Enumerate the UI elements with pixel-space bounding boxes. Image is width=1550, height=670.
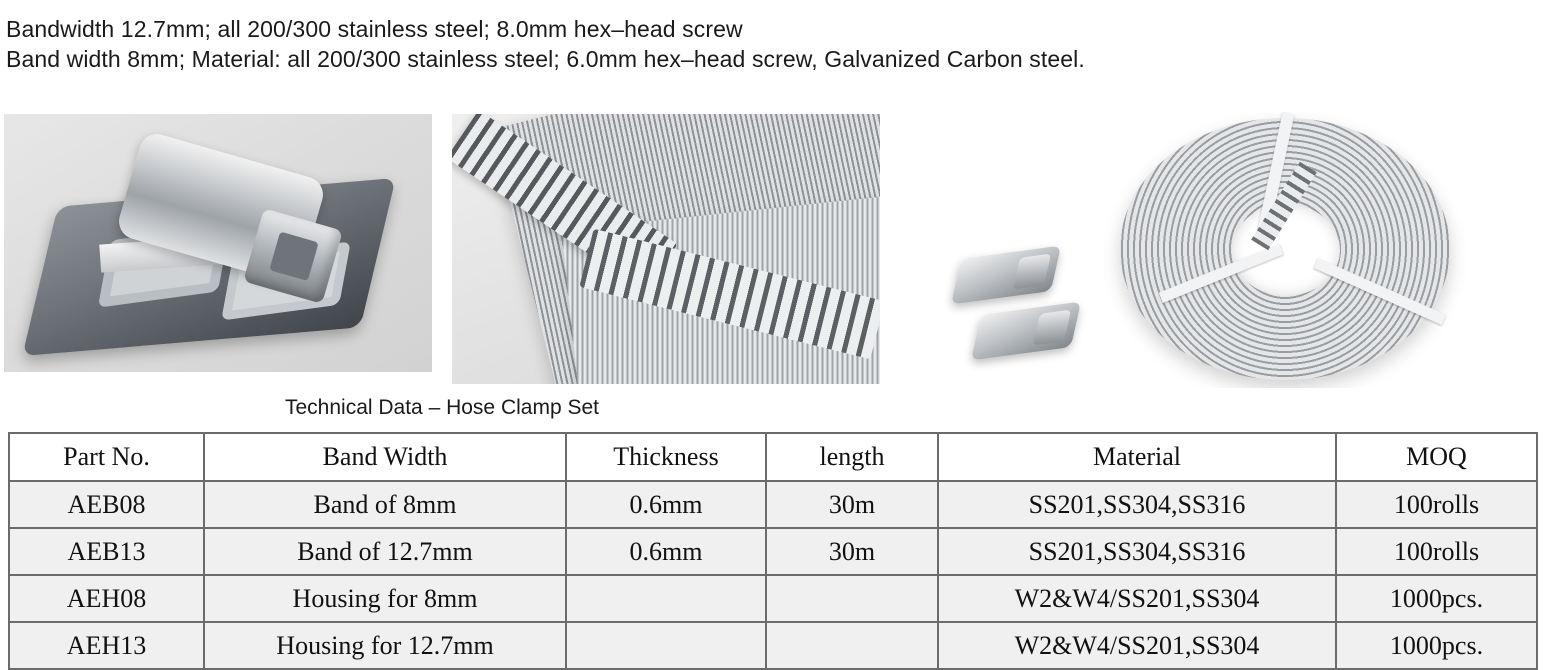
cell-thickness: 0.6mm (566, 528, 766, 575)
cell-thickness (566, 622, 766, 669)
description-line-2: Band width 8mm; Material: all 200/300 stainless steel; 6.0mm hex–head screw, Galvanized Carbon steel. (6, 46, 1085, 72)
table-header-row (9, 433, 1537, 481)
table-row (9, 622, 1537, 669)
cell-moq: 100rolls (1336, 481, 1537, 528)
column-header-moq: MOQ (1336, 433, 1537, 481)
cell-material: W2&W4/SS201,SS304 (938, 622, 1336, 669)
cell-thickness: 0.6mm (566, 481, 766, 528)
cell-length: 30m (766, 528, 938, 575)
banding-roll-with-clamps-photo (940, 112, 1540, 388)
cell-part-no: AEB13 (9, 528, 204, 575)
cell-length (766, 622, 938, 669)
cell-length (766, 575, 938, 622)
cell-part-no: AEB08 (9, 481, 204, 528)
product-description (6, 14, 1406, 74)
table-caption: Technical Data – Hose Clamp Set (285, 396, 599, 419)
cell-thickness (566, 575, 766, 622)
description-line-1: Bandwidth 12.7mm; all 200/300 stainless steel; 8.0mm hex–head screw (6, 16, 743, 42)
table-row (9, 528, 1537, 575)
clamp-housing-shape-2 (971, 302, 1081, 361)
column-header-thickness: Thickness (566, 433, 766, 481)
cell-length: 30m (766, 481, 938, 528)
cell-moq: 1000pcs. (1336, 622, 1537, 669)
cell-band-width: Housing for 8mm (204, 575, 566, 622)
banding-coil-closeup-photo (452, 114, 880, 384)
table-row (9, 481, 1537, 528)
cell-moq: 100rolls (1336, 528, 1537, 575)
clamp-housing-shape-1 (951, 246, 1061, 305)
column-header-band-width: Band Width (204, 433, 566, 481)
cell-band-width: Housing for 12.7mm (204, 622, 566, 669)
technical-data-table (8, 432, 1538, 670)
column-header-material: Material (938, 433, 1336, 481)
cell-material: W2&W4/SS201,SS304 (938, 575, 1336, 622)
cell-band-width: Band of 12.7mm (204, 528, 566, 575)
cell-band-width: Band of 8mm (204, 481, 566, 528)
roll-tie-strap-3 (1314, 258, 1446, 325)
cell-material: SS201,SS304,SS316 (938, 528, 1336, 575)
cell-part-no: AEH08 (9, 575, 204, 622)
column-header-length: length (766, 433, 938, 481)
product-image-strip (0, 112, 1550, 384)
cell-moq: 1000pcs. (1336, 575, 1537, 622)
column-header-part-no: Part No. (9, 433, 204, 481)
cell-material: SS201,SS304,SS316 (938, 481, 1336, 528)
table-row (9, 575, 1537, 622)
hose-clamp-housing-photo (4, 114, 432, 372)
cell-part-no: AEH13 (9, 622, 204, 669)
banding-roll-shape (1120, 118, 1450, 380)
